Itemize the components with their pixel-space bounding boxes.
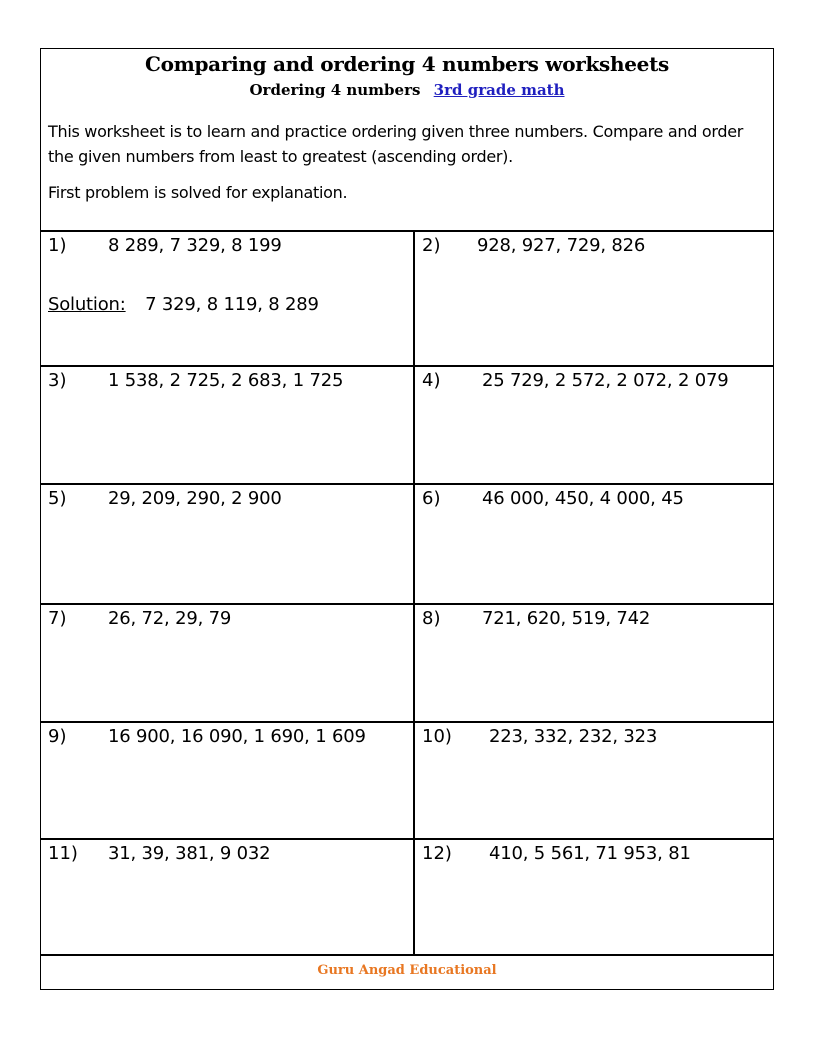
problem-numbers: 223, 332, 232, 323 — [489, 726, 658, 747]
problem-cell-8 — [415, 605, 773, 723]
problem-numbers: 928, 927, 729, 826 — [477, 235, 646, 256]
problem-numbers: 16 900, 16 090, 1 690, 1 609 — [108, 726, 366, 747]
solution-label: Solution: — [48, 294, 126, 315]
problems-grid — [41, 232, 773, 956]
problem-cell-4 — [415, 367, 773, 485]
problem-number: 8) — [422, 608, 441, 629]
problem-numbers: 1 538, 2 725, 2 683, 1 725 — [108, 370, 344, 391]
solution — [48, 294, 319, 315]
problem-cell-5 — [41, 485, 415, 605]
problem-number: 3) — [48, 370, 67, 391]
page-title: Comparing and ordering 4 numbers worksheets — [144, 52, 670, 76]
problem-number: 12) — [422, 843, 452, 864]
worksheet-header — [41, 49, 773, 232]
problem-cell-3 — [41, 367, 415, 485]
problem-numbers: 29, 209, 290, 2 900 — [108, 488, 282, 509]
subtitle-text: Ordering 4 numbers — [249, 81, 421, 99]
problem-cell-12 — [415, 840, 773, 956]
problem-cell-10 — [415, 723, 773, 840]
problem-numbers: 46 000, 450, 4 000, 45 — [482, 488, 684, 509]
worksheet — [40, 48, 774, 990]
problem-numbers: 31, 39, 381, 9 032 — [108, 843, 271, 864]
problem-number: 4) — [422, 370, 441, 391]
instructions: This worksheet is to learn and practice ordering given three numbers. Compare and order the given numbers from least to greatest (ascending order). — [48, 122, 744, 166]
problem-numbers: 25 729, 2 572, 2 072, 2 079 — [482, 370, 729, 391]
solution-value: 7 329, 8 119, 8 289 — [145, 294, 319, 315]
problem-numbers: 721, 620, 519, 742 — [482, 608, 651, 629]
problem-cell-7 — [41, 605, 415, 723]
problem-number: 11) — [48, 843, 78, 864]
problem-cell-9 — [41, 723, 415, 840]
problem-cell-11 — [41, 840, 415, 956]
problem-numbers: 410, 5 561, 71 953, 81 — [489, 843, 691, 864]
problem-cell-2 — [415, 232, 773, 367]
problem-cell-1 — [41, 232, 415, 367]
problem-number: 2) — [422, 235, 441, 256]
grade-link[interactable]: 3rd grade math — [433, 81, 565, 99]
problem-number: 10) — [422, 726, 452, 747]
footer-credit: Guru Angad Educational — [317, 963, 497, 978]
problem-cell-6 — [415, 485, 773, 605]
explanation-note: First problem is solved for explanation. — [48, 183, 348, 202]
page-subtitle — [41, 81, 773, 99]
problem-numbers: 26, 72, 29, 79 — [108, 608, 232, 629]
problem-number: 5) — [48, 488, 67, 509]
problem-number: 6) — [422, 488, 441, 509]
problem-number: 9) — [48, 726, 67, 747]
problem-numbers: 8 289, 7 329, 8 199 — [108, 235, 282, 256]
problem-number: 1) — [48, 235, 67, 256]
problem-number: 7) — [48, 608, 67, 629]
